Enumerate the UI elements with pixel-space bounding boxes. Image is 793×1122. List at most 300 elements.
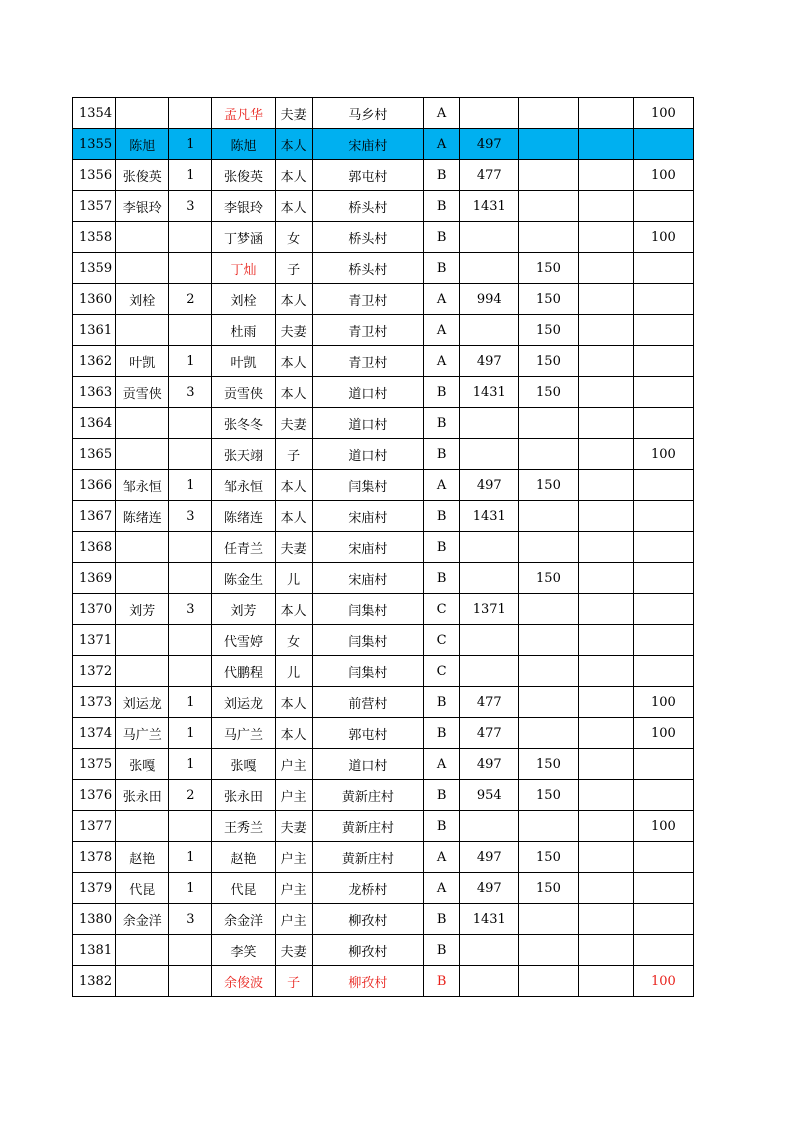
bonus-cell[interactable]: 100 bbox=[633, 98, 693, 129]
member-name-cell[interactable]: 任青兰 bbox=[212, 532, 275, 563]
village-cell[interactable]: 道口村 bbox=[312, 439, 423, 470]
row-number-cell[interactable]: 1360 bbox=[73, 284, 116, 315]
head-name-cell[interactable] bbox=[116, 656, 169, 687]
extra-cell[interactable] bbox=[578, 935, 633, 966]
grade-cell[interactable]: B bbox=[424, 718, 460, 749]
household-size-cell[interactable] bbox=[169, 935, 212, 966]
grade-cell[interactable]: B bbox=[424, 501, 460, 532]
amount-cell[interactable] bbox=[460, 625, 519, 656]
bonus-cell[interactable]: 100 bbox=[633, 439, 693, 470]
head-name-cell[interactable] bbox=[116, 811, 169, 842]
member-name-cell[interactable]: 刘运龙 bbox=[212, 687, 275, 718]
amount-cell[interactable] bbox=[460, 408, 519, 439]
row-number-cell[interactable]: 1364 bbox=[73, 408, 116, 439]
relation-cell[interactable]: 儿 bbox=[275, 656, 312, 687]
village-cell[interactable]: 道口村 bbox=[312, 749, 423, 780]
table-row[interactable] bbox=[73, 811, 694, 842]
village-cell[interactable]: 桥头村 bbox=[312, 191, 423, 222]
table-row[interactable] bbox=[73, 439, 694, 470]
table-row[interactable] bbox=[73, 780, 694, 811]
amount-cell[interactable]: 497 bbox=[460, 129, 519, 160]
member-name-cell[interactable]: 丁梦涵 bbox=[212, 222, 275, 253]
village-cell[interactable]: 龙桥村 bbox=[312, 873, 423, 904]
grade-cell[interactable]: B bbox=[424, 811, 460, 842]
household-size-cell[interactable] bbox=[169, 315, 212, 346]
extra-cell[interactable] bbox=[578, 966, 633, 997]
table-row[interactable] bbox=[73, 625, 694, 656]
head-name-cell[interactable]: 陈旭 bbox=[116, 129, 169, 160]
head-name-cell[interactable]: 张俊英 bbox=[116, 160, 169, 191]
subsidy-cell[interactable] bbox=[519, 935, 578, 966]
bonus-cell[interactable] bbox=[633, 377, 693, 408]
bonus-cell[interactable] bbox=[633, 904, 693, 935]
bonus-cell[interactable]: 100 bbox=[633, 222, 693, 253]
subsidy-cell[interactable] bbox=[519, 687, 578, 718]
member-name-cell[interactable]: 孟凡华 bbox=[212, 98, 275, 129]
subsidy-cell[interactable]: 150 bbox=[519, 842, 578, 873]
extra-cell[interactable] bbox=[578, 284, 633, 315]
extra-cell[interactable] bbox=[578, 470, 633, 501]
subsidy-cell[interactable] bbox=[519, 656, 578, 687]
row-number-cell[interactable]: 1382 bbox=[73, 966, 116, 997]
relation-cell[interactable]: 夫妻 bbox=[275, 811, 312, 842]
table-row[interactable] bbox=[73, 687, 694, 718]
relation-cell[interactable]: 户主 bbox=[275, 873, 312, 904]
subsidy-cell[interactable] bbox=[519, 811, 578, 842]
amount-cell[interactable]: 497 bbox=[460, 842, 519, 873]
grade-cell[interactable]: A bbox=[424, 284, 460, 315]
relation-cell[interactable]: 本人 bbox=[275, 594, 312, 625]
head-name-cell[interactable] bbox=[116, 966, 169, 997]
bonus-cell[interactable] bbox=[633, 408, 693, 439]
grade-cell[interactable]: B bbox=[424, 780, 460, 811]
village-cell[interactable]: 黄新庄村 bbox=[312, 811, 423, 842]
grade-cell[interactable]: A bbox=[424, 346, 460, 377]
household-size-cell[interactable] bbox=[169, 966, 212, 997]
village-cell[interactable]: 黄新庄村 bbox=[312, 780, 423, 811]
member-name-cell[interactable]: 刘栓 bbox=[212, 284, 275, 315]
subsidy-cell[interactable] bbox=[519, 439, 578, 470]
extra-cell[interactable] bbox=[578, 129, 633, 160]
bonus-cell[interactable] bbox=[633, 501, 693, 532]
village-cell[interactable]: 宋庙村 bbox=[312, 129, 423, 160]
member-name-cell[interactable]: 陈绪连 bbox=[212, 501, 275, 532]
relation-cell[interactable]: 夫妻 bbox=[275, 408, 312, 439]
grade-cell[interactable]: C bbox=[424, 594, 460, 625]
subsidy-cell[interactable] bbox=[519, 222, 578, 253]
amount-cell[interactable] bbox=[460, 98, 519, 129]
bonus-cell[interactable] bbox=[633, 749, 693, 780]
subsidy-cell[interactable]: 150 bbox=[519, 780, 578, 811]
row-number-cell[interactable]: 1370 bbox=[73, 594, 116, 625]
household-size-cell[interactable]: 1 bbox=[169, 873, 212, 904]
member-name-cell[interactable]: 张永田 bbox=[212, 780, 275, 811]
relation-cell[interactable]: 户主 bbox=[275, 904, 312, 935]
head-name-cell[interactable]: 刘运龙 bbox=[116, 687, 169, 718]
amount-cell[interactable]: 1431 bbox=[460, 377, 519, 408]
household-size-cell[interactable] bbox=[169, 656, 212, 687]
amount-cell[interactable]: 1431 bbox=[460, 904, 519, 935]
relation-cell[interactable]: 本人 bbox=[275, 377, 312, 408]
head-name-cell[interactable] bbox=[116, 935, 169, 966]
row-number-cell[interactable]: 1376 bbox=[73, 780, 116, 811]
relation-cell[interactable]: 户主 bbox=[275, 780, 312, 811]
household-size-cell[interactable]: 1 bbox=[169, 129, 212, 160]
table-row[interactable] bbox=[73, 191, 694, 222]
table-row[interactable] bbox=[73, 532, 694, 563]
grade-cell[interactable]: B bbox=[424, 408, 460, 439]
extra-cell[interactable] bbox=[578, 780, 633, 811]
table-row[interactable] bbox=[73, 656, 694, 687]
row-number-cell[interactable]: 1357 bbox=[73, 191, 116, 222]
extra-cell[interactable] bbox=[578, 718, 633, 749]
subsidy-cell[interactable] bbox=[519, 191, 578, 222]
amount-cell[interactable]: 477 bbox=[460, 160, 519, 191]
household-size-cell[interactable]: 1 bbox=[169, 346, 212, 377]
member-name-cell[interactable]: 邹永恒 bbox=[212, 470, 275, 501]
extra-cell[interactable] bbox=[578, 439, 633, 470]
household-size-cell[interactable]: 3 bbox=[169, 501, 212, 532]
grade-cell[interactable]: B bbox=[424, 563, 460, 594]
head-name-cell[interactable] bbox=[116, 532, 169, 563]
grade-cell[interactable]: B bbox=[424, 160, 460, 191]
table-row[interactable] bbox=[73, 935, 694, 966]
table-row[interactable] bbox=[73, 966, 694, 997]
household-size-cell[interactable]: 3 bbox=[169, 904, 212, 935]
village-cell[interactable]: 桥头村 bbox=[312, 253, 423, 284]
row-number-cell[interactable]: 1365 bbox=[73, 439, 116, 470]
amount-cell[interactable] bbox=[460, 222, 519, 253]
relation-cell[interactable]: 本人 bbox=[275, 687, 312, 718]
table-row[interactable] bbox=[73, 160, 694, 191]
row-number-cell[interactable]: 1356 bbox=[73, 160, 116, 191]
row-number-cell[interactable]: 1381 bbox=[73, 935, 116, 966]
row-number-cell[interactable]: 1379 bbox=[73, 873, 116, 904]
relation-cell[interactable]: 本人 bbox=[275, 718, 312, 749]
extra-cell[interactable] bbox=[578, 842, 633, 873]
village-cell[interactable]: 青卫村 bbox=[312, 284, 423, 315]
subsidy-cell[interactable] bbox=[519, 594, 578, 625]
village-cell[interactable]: 闫集村 bbox=[312, 594, 423, 625]
amount-cell[interactable]: 497 bbox=[460, 470, 519, 501]
household-size-cell[interactable] bbox=[169, 811, 212, 842]
amount-cell[interactable]: 994 bbox=[460, 284, 519, 315]
grade-cell[interactable]: A bbox=[424, 749, 460, 780]
extra-cell[interactable] bbox=[578, 594, 633, 625]
row-number-cell[interactable]: 1371 bbox=[73, 625, 116, 656]
amount-cell[interactable]: 477 bbox=[460, 687, 519, 718]
relation-cell[interactable]: 儿 bbox=[275, 563, 312, 594]
relation-cell[interactable]: 夫妻 bbox=[275, 315, 312, 346]
member-name-cell[interactable]: 马广兰 bbox=[212, 718, 275, 749]
grade-cell[interactable]: A bbox=[424, 873, 460, 904]
head-name-cell[interactable] bbox=[116, 315, 169, 346]
table-row-selected[interactable] bbox=[73, 129, 694, 160]
row-number-cell[interactable]: 1358 bbox=[73, 222, 116, 253]
bonus-cell[interactable] bbox=[633, 191, 693, 222]
subsidy-cell[interactable]: 150 bbox=[519, 377, 578, 408]
grade-cell[interactable]: C bbox=[424, 656, 460, 687]
subsidy-cell[interactable] bbox=[519, 408, 578, 439]
grade-cell[interactable]: B bbox=[424, 532, 460, 563]
household-size-cell[interactable] bbox=[169, 532, 212, 563]
member-name-cell[interactable]: 赵艳 bbox=[212, 842, 275, 873]
table-row[interactable] bbox=[73, 222, 694, 253]
relation-cell[interactable]: 子 bbox=[275, 966, 312, 997]
household-size-cell[interactable]: 1 bbox=[169, 842, 212, 873]
extra-cell[interactable] bbox=[578, 687, 633, 718]
village-cell[interactable]: 郭屯村 bbox=[312, 718, 423, 749]
bonus-cell[interactable] bbox=[633, 315, 693, 346]
row-number-cell[interactable]: 1366 bbox=[73, 470, 116, 501]
bonus-cell[interactable]: 100 bbox=[633, 687, 693, 718]
village-cell[interactable]: 柳孜村 bbox=[312, 966, 423, 997]
amount-cell[interactable] bbox=[460, 315, 519, 346]
head-name-cell[interactable]: 张嘎 bbox=[116, 749, 169, 780]
grade-cell[interactable]: B bbox=[424, 377, 460, 408]
bonus-cell[interactable] bbox=[633, 656, 693, 687]
village-cell[interactable]: 青卫村 bbox=[312, 315, 423, 346]
row-number-cell[interactable]: 1377 bbox=[73, 811, 116, 842]
amount-cell[interactable]: 497 bbox=[460, 346, 519, 377]
village-cell[interactable]: 道口村 bbox=[312, 377, 423, 408]
subsidy-cell[interactable]: 150 bbox=[519, 284, 578, 315]
extra-cell[interactable] bbox=[578, 532, 633, 563]
member-name-cell[interactable]: 陈旭 bbox=[212, 129, 275, 160]
table-row[interactable] bbox=[73, 98, 694, 129]
member-name-cell[interactable]: 李银玲 bbox=[212, 191, 275, 222]
table-row[interactable] bbox=[73, 873, 694, 904]
subsidy-cell[interactable] bbox=[519, 718, 578, 749]
relation-cell[interactable]: 子 bbox=[275, 439, 312, 470]
household-size-cell[interactable] bbox=[169, 439, 212, 470]
table-row[interactable] bbox=[73, 470, 694, 501]
head-name-cell[interactable] bbox=[116, 222, 169, 253]
table-row[interactable] bbox=[73, 501, 694, 532]
extra-cell[interactable] bbox=[578, 904, 633, 935]
extra-cell[interactable] bbox=[578, 346, 633, 377]
relation-cell[interactable]: 本人 bbox=[275, 160, 312, 191]
member-name-cell[interactable]: 张嘎 bbox=[212, 749, 275, 780]
village-cell[interactable]: 闫集村 bbox=[312, 625, 423, 656]
member-name-cell[interactable]: 王秀兰 bbox=[212, 811, 275, 842]
table-row[interactable] bbox=[73, 718, 694, 749]
table-row[interactable] bbox=[73, 749, 694, 780]
head-name-cell[interactable]: 余金洋 bbox=[116, 904, 169, 935]
household-size-cell[interactable]: 3 bbox=[169, 191, 212, 222]
household-size-cell[interactable] bbox=[169, 625, 212, 656]
table-row[interactable] bbox=[73, 253, 694, 284]
household-size-cell[interactable] bbox=[169, 253, 212, 284]
subsidy-cell[interactable] bbox=[519, 966, 578, 997]
extra-cell[interactable] bbox=[578, 501, 633, 532]
amount-cell[interactable] bbox=[460, 563, 519, 594]
relation-cell[interactable]: 户主 bbox=[275, 749, 312, 780]
grade-cell[interactable]: B bbox=[424, 966, 460, 997]
subsidy-cell[interactable] bbox=[519, 904, 578, 935]
row-number-cell[interactable]: 1362 bbox=[73, 346, 116, 377]
subsidy-cell[interactable]: 150 bbox=[519, 253, 578, 284]
village-cell[interactable]: 宋庙村 bbox=[312, 563, 423, 594]
member-name-cell[interactable]: 余金洋 bbox=[212, 904, 275, 935]
household-size-cell[interactable] bbox=[169, 563, 212, 594]
table-row[interactable] bbox=[73, 842, 694, 873]
grade-cell[interactable]: B bbox=[424, 191, 460, 222]
bonus-cell[interactable] bbox=[633, 563, 693, 594]
amount-cell[interactable] bbox=[460, 532, 519, 563]
village-cell[interactable]: 道口村 bbox=[312, 408, 423, 439]
grade-cell[interactable]: B bbox=[424, 253, 460, 284]
household-size-cell[interactable]: 1 bbox=[169, 470, 212, 501]
grade-cell[interactable]: B bbox=[424, 222, 460, 253]
amount-cell[interactable]: 1371 bbox=[460, 594, 519, 625]
bonus-cell[interactable] bbox=[633, 842, 693, 873]
amount-cell[interactable]: 954 bbox=[460, 780, 519, 811]
member-name-cell[interactable]: 陈金生 bbox=[212, 563, 275, 594]
bonus-cell[interactable] bbox=[633, 780, 693, 811]
extra-cell[interactable] bbox=[578, 656, 633, 687]
amount-cell[interactable]: 497 bbox=[460, 873, 519, 904]
grade-cell[interactable]: B bbox=[424, 935, 460, 966]
amount-cell[interactable]: 477 bbox=[460, 718, 519, 749]
bonus-cell[interactable] bbox=[633, 129, 693, 160]
subsidy-cell[interactable] bbox=[519, 129, 578, 160]
head-name-cell[interactable]: 叶凯 bbox=[116, 346, 169, 377]
household-size-cell[interactable]: 1 bbox=[169, 687, 212, 718]
village-cell[interactable]: 桥头村 bbox=[312, 222, 423, 253]
village-cell[interactable]: 柳孜村 bbox=[312, 904, 423, 935]
member-name-cell[interactable]: 代昆 bbox=[212, 873, 275, 904]
household-size-cell[interactable]: 3 bbox=[169, 377, 212, 408]
head-name-cell[interactable]: 贡雪侠 bbox=[116, 377, 169, 408]
bonus-cell[interactable]: 100 bbox=[633, 811, 693, 842]
head-name-cell[interactable]: 李银玲 bbox=[116, 191, 169, 222]
head-name-cell[interactable] bbox=[116, 563, 169, 594]
amount-cell[interactable] bbox=[460, 439, 519, 470]
member-name-cell[interactable]: 代鹏程 bbox=[212, 656, 275, 687]
household-size-cell[interactable]: 3 bbox=[169, 594, 212, 625]
bonus-cell[interactable]: 100 bbox=[633, 966, 693, 997]
household-size-cell[interactable] bbox=[169, 408, 212, 439]
row-number-cell[interactable]: 1375 bbox=[73, 749, 116, 780]
head-name-cell[interactable] bbox=[116, 625, 169, 656]
extra-cell[interactable] bbox=[578, 98, 633, 129]
extra-cell[interactable] bbox=[578, 222, 633, 253]
table-row[interactable] bbox=[73, 315, 694, 346]
subsidy-cell[interactable]: 150 bbox=[519, 749, 578, 780]
subsidy-cell[interactable]: 150 bbox=[519, 470, 578, 501]
relation-cell[interactable]: 户主 bbox=[275, 842, 312, 873]
extra-cell[interactable] bbox=[578, 315, 633, 346]
village-cell[interactable]: 柳孜村 bbox=[312, 935, 423, 966]
row-number-cell[interactable]: 1369 bbox=[73, 563, 116, 594]
relation-cell[interactable]: 本人 bbox=[275, 284, 312, 315]
row-number-cell[interactable]: 1373 bbox=[73, 687, 116, 718]
table-row[interactable] bbox=[73, 563, 694, 594]
table-row[interactable] bbox=[73, 594, 694, 625]
relation-cell[interactable]: 子 bbox=[275, 253, 312, 284]
extra-cell[interactable] bbox=[578, 377, 633, 408]
village-cell[interactable]: 闫集村 bbox=[312, 470, 423, 501]
village-cell[interactable]: 马乡村 bbox=[312, 98, 423, 129]
grade-cell[interactable]: C bbox=[424, 625, 460, 656]
row-number-cell[interactable]: 1368 bbox=[73, 532, 116, 563]
extra-cell[interactable] bbox=[578, 408, 633, 439]
relation-cell[interactable]: 女 bbox=[275, 222, 312, 253]
household-size-cell[interactable]: 1 bbox=[169, 749, 212, 780]
household-size-cell[interactable] bbox=[169, 222, 212, 253]
bonus-cell[interactable] bbox=[633, 625, 693, 656]
grade-cell[interactable]: A bbox=[424, 129, 460, 160]
bonus-cell[interactable] bbox=[633, 594, 693, 625]
amount-cell[interactable] bbox=[460, 656, 519, 687]
bonus-cell[interactable]: 100 bbox=[633, 160, 693, 191]
subsidy-cell[interactable]: 150 bbox=[519, 346, 578, 377]
relation-cell[interactable]: 夫妻 bbox=[275, 935, 312, 966]
grade-cell[interactable]: B bbox=[424, 439, 460, 470]
extra-cell[interactable] bbox=[578, 749, 633, 780]
grade-cell[interactable]: A bbox=[424, 842, 460, 873]
member-name-cell[interactable]: 李笑 bbox=[212, 935, 275, 966]
bonus-cell[interactable] bbox=[633, 346, 693, 377]
bonus-cell[interactable] bbox=[633, 284, 693, 315]
bonus-cell[interactable] bbox=[633, 935, 693, 966]
row-number-cell[interactable]: 1367 bbox=[73, 501, 116, 532]
subsidy-cell[interactable] bbox=[519, 501, 578, 532]
relation-cell[interactable]: 夫妻 bbox=[275, 98, 312, 129]
head-name-cell[interactable] bbox=[116, 408, 169, 439]
village-cell[interactable]: 前营村 bbox=[312, 687, 423, 718]
table-row[interactable] bbox=[73, 284, 694, 315]
head-name-cell[interactable]: 陈绪连 bbox=[116, 501, 169, 532]
household-size-cell[interactable] bbox=[169, 98, 212, 129]
head-name-cell[interactable]: 马广兰 bbox=[116, 718, 169, 749]
head-name-cell[interactable]: 刘栓 bbox=[116, 284, 169, 315]
subsidy-cell[interactable]: 150 bbox=[519, 563, 578, 594]
table-row[interactable] bbox=[73, 377, 694, 408]
extra-cell[interactable] bbox=[578, 563, 633, 594]
row-number-cell[interactable]: 1380 bbox=[73, 904, 116, 935]
village-cell[interactable]: 郭屯村 bbox=[312, 160, 423, 191]
member-name-cell[interactable]: 杜雨 bbox=[212, 315, 275, 346]
head-name-cell[interactable]: 代昆 bbox=[116, 873, 169, 904]
grade-cell[interactable]: B bbox=[424, 687, 460, 718]
subsidy-cell[interactable]: 150 bbox=[519, 873, 578, 904]
extra-cell[interactable] bbox=[578, 625, 633, 656]
relation-cell[interactable]: 本人 bbox=[275, 191, 312, 222]
head-name-cell[interactable] bbox=[116, 253, 169, 284]
subsidy-cell[interactable]: 150 bbox=[519, 315, 578, 346]
row-number-cell[interactable]: 1363 bbox=[73, 377, 116, 408]
amount-cell[interactable] bbox=[460, 811, 519, 842]
relation-cell[interactable]: 本人 bbox=[275, 470, 312, 501]
village-cell[interactable]: 宋庙村 bbox=[312, 532, 423, 563]
table-row[interactable] bbox=[73, 408, 694, 439]
household-size-cell[interactable]: 2 bbox=[169, 780, 212, 811]
subsidy-cell[interactable] bbox=[519, 160, 578, 191]
row-number-cell[interactable]: 1359 bbox=[73, 253, 116, 284]
grade-cell[interactable]: A bbox=[424, 315, 460, 346]
head-name-cell[interactable] bbox=[116, 439, 169, 470]
household-size-cell[interactable]: 1 bbox=[169, 718, 212, 749]
bonus-cell[interactable]: 100 bbox=[633, 718, 693, 749]
table-row[interactable] bbox=[73, 904, 694, 935]
member-name-cell[interactable]: 贡雪侠 bbox=[212, 377, 275, 408]
head-name-cell[interactable]: 邹永恒 bbox=[116, 470, 169, 501]
extra-cell[interactable] bbox=[578, 160, 633, 191]
bonus-cell[interactable] bbox=[633, 253, 693, 284]
subsidy-cell[interactable] bbox=[519, 98, 578, 129]
